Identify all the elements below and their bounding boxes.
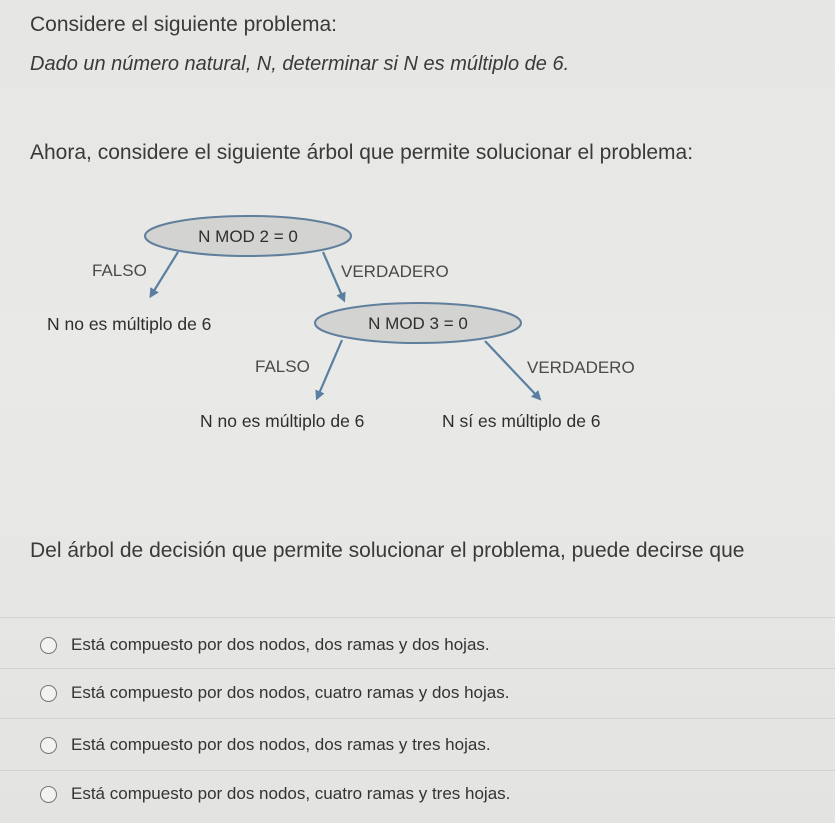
- root-true-label: VERDADERO: [341, 262, 449, 281]
- question-text: Del árbol de decisión que permite solucionar el problema, puede decirse que: [30, 539, 745, 562]
- tree-intro: Ahora, considere el siguiente árbol que permite solucionar el problema:: [30, 141, 694, 164]
- problem-heading: Considere el siguiente problema:: [30, 13, 338, 36]
- leaf-not-multiple-2: N no es múltiplo de 6: [200, 411, 365, 431]
- branch-node2-false: [318, 340, 342, 396]
- answer-option[interactable]: [40, 784, 510, 804]
- divider: [0, 718, 835, 719]
- node2-false-label: FALSO: [255, 357, 310, 376]
- divider: [0, 617, 835, 618]
- answer-option-label: Está compuesto por dos nodos, cuatro ramas y dos hojas.: [71, 683, 510, 702]
- leaf-is-multiple: N sí es múltiplo de 6: [442, 411, 601, 431]
- radio-button[interactable]: [40, 737, 57, 754]
- divider: [0, 668, 835, 669]
- answer-option[interactable]: [40, 635, 490, 655]
- radio-button[interactable]: [40, 637, 57, 654]
- branch-root-false: [152, 252, 178, 294]
- divider: [0, 770, 835, 771]
- answer-option-label: Está compuesto por dos nodos, dos ramas y tres hojas.: [71, 735, 491, 754]
- root-false-label: FALSO: [92, 261, 147, 280]
- node2-true-label: VERDADERO: [527, 358, 635, 377]
- answer-option-label: Está compuesto por dos nodos, dos ramas y dos hojas.: [71, 635, 490, 654]
- radio-button[interactable]: [40, 786, 57, 803]
- leaf-not-multiple-1: N no es múltiplo de 6: [47, 314, 212, 334]
- root-node-label: N MOD 2 = 0: [198, 227, 298, 246]
- answer-option[interactable]: [40, 735, 491, 755]
- answer-option[interactable]: [40, 683, 509, 703]
- second-node-label: N MOD 3 = 0: [368, 314, 468, 333]
- problem-statement: Dado un número natural, N, determinar si N es múltiplo de 6.: [30, 53, 570, 75]
- branch-root-true: [323, 252, 343, 298]
- answer-option-label: Está compuesto por dos nodos, cuatro ramas y tres hojas.: [71, 784, 511, 803]
- radio-button[interactable]: [40, 685, 57, 702]
